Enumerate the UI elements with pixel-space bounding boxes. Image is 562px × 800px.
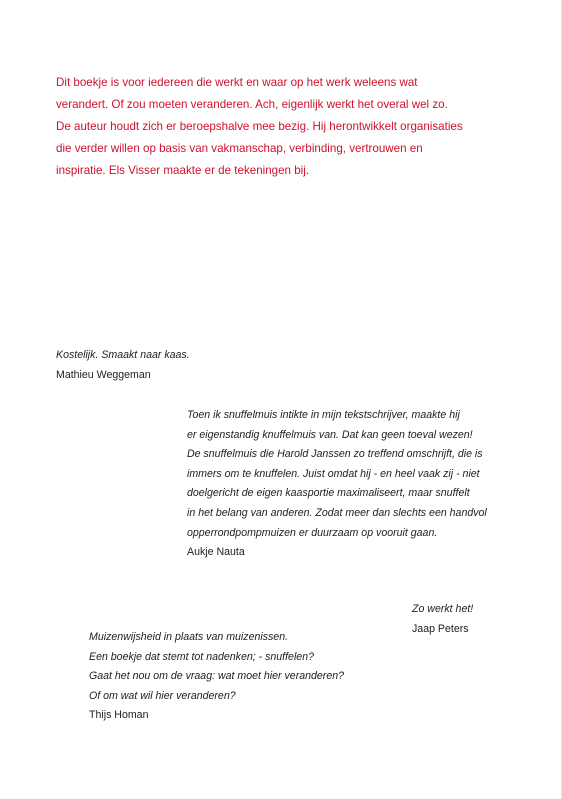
quote-text-line: er eigenstandig knuffelmuis van. Dat kan geen toeval wezen! xyxy=(187,428,473,441)
quote-author: Thijs Homan xyxy=(89,709,149,722)
quote-text-line: Of om wat wil hier veranderen? xyxy=(89,689,236,702)
quote-nauta xyxy=(187,406,487,563)
quote-homan xyxy=(89,628,344,726)
quote-author: Mathieu Weggeman xyxy=(56,368,151,381)
intro-line: Dit boekje is voor iedereen die werkt en waar op het werk weleens wat xyxy=(56,76,418,89)
quote-text-line: Toen ik snuffelmuis intikte in mijn tekstschrijver, maakte hij xyxy=(187,409,460,421)
quote-text-line: Muizenwijsheid in plaats van muizenissen. xyxy=(89,631,289,643)
quote-text-line: immers om te knuffelen. Juist omdat hij - en heel vaak zij - niet xyxy=(187,467,480,480)
quote-weggeman xyxy=(56,346,190,385)
quote-text-line: Kostelijk. Smaakt naar kaas. xyxy=(56,349,190,361)
quote-text-line: in het belang van anderen. Zodat meer dan slechts een handvol xyxy=(187,506,487,519)
quote-text-line: Gaat het nou om de vraag: wat moet hier veranderen? xyxy=(89,670,344,683)
quote-peters xyxy=(412,600,473,639)
quote-text-line: Een boekje dat stemt tot nadenken; - snuffelen? xyxy=(89,650,314,663)
quote-author: Jaap Peters xyxy=(412,622,469,635)
quote-text-line: doelgericht de eigen kaasportie maximaliseert, maar snuffelt xyxy=(187,487,470,500)
intro-line: verandert. Of zou moeten veranderen. Ach, eigenlijk werkt het overal wel zo. xyxy=(56,98,448,111)
quote-author: Aukje Nauta xyxy=(187,546,245,559)
quote-text-line: De snuffelmuis die Harold Janssen zo treffend omschrijft, die is xyxy=(187,448,483,461)
intro-line: die verder willen op basis van vakmanschap, verbinding, vertrouwen en xyxy=(56,142,423,155)
quote-text-line: opperrondpompmuizen er duurzaam op vooruit gaan. xyxy=(187,526,438,539)
intro-line: De auteur houdt zich er beroepshalve mee bezig. Hij herontwikkelt organisaties xyxy=(56,120,463,133)
intro-line: inspiratie. Els Visser maakte er de tekeningen bij. xyxy=(56,164,310,177)
intro-paragraph xyxy=(56,72,526,182)
quote-text-line: Zo werkt het! xyxy=(412,603,474,615)
